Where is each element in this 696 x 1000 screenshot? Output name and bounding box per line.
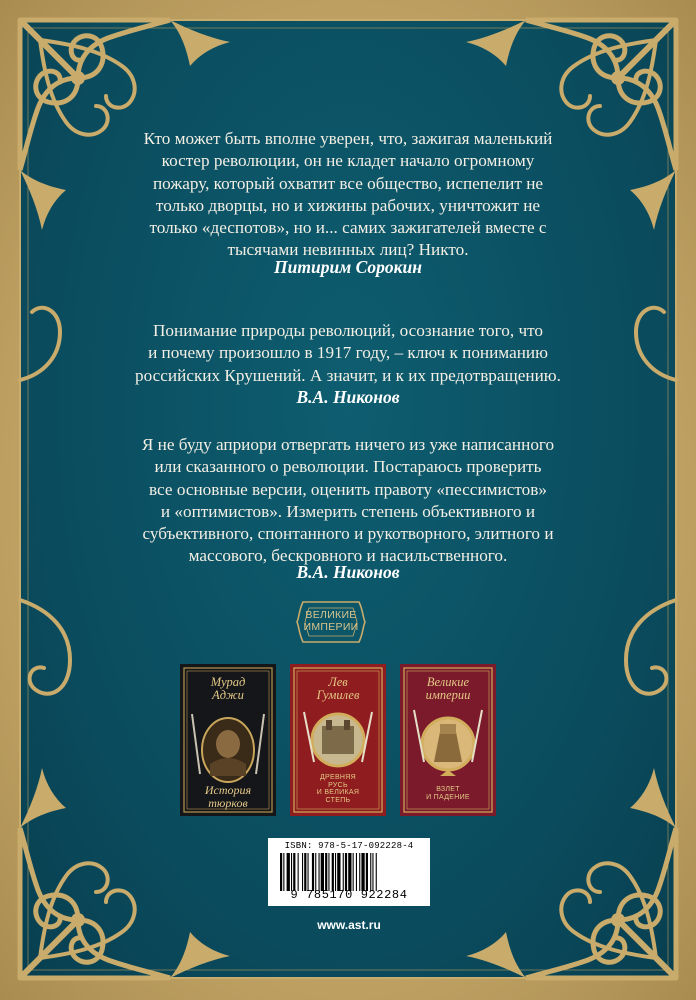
quote-sorokin: Кто может быть вполне уверен, что, зажигая маленький костер революции, он не кладет начало огромному пожару, который охватит все общество, испепелит не только дворцы, но и хижины рабочих, уничтожит не только «деспотов», но и... самих зажигателей вместе с тысячами невинных лиц? Никто.	[143, 129, 553, 260]
book-cover-rus[interactable]	[290, 664, 386, 816]
author-nikonov-1: В.А. Никонов	[296, 387, 400, 407]
quote-nikonov-2: Я не буду априори отвергать ничего из уже написанного или сказанного о революции. Постараюсь проверить все основные версии, оценить правоту «пессимистов» и «оптимистов». Измерить степень объективного и субъективного, спонтанного и рукотворного, элитного и массового, бескровного и насильственного.	[141, 435, 555, 566]
author-nikonov-2: В.А. Никонов	[296, 562, 400, 582]
barcode-bars	[280, 853, 418, 891]
quote-nikonov-1: Понимание природы революций, осознание того, что и почему произошло в 1917 году, – ключ к пониманию российских Крушений. А значит, и к их предотвращению.	[135, 321, 561, 385]
book-title: ДРЕВНЯЯ РУСЬ И ВЕЛИКАЯ СТЕПЬ	[316, 774, 360, 804]
book-cover-empires[interactable]	[400, 664, 496, 816]
barcode	[268, 838, 430, 906]
book-title: ВЗЛЕТ И ПАДЕНИЕ	[426, 786, 470, 801]
isbn-label: ISBN: 978-5-17-092228-4	[284, 841, 414, 851]
book-author: Мурад Аджи	[210, 675, 246, 702]
book-title: История тюрков	[204, 783, 252, 810]
book-author: Лев Гумилев	[316, 675, 360, 702]
book-series: Великие империи	[425, 675, 471, 702]
series-label: ВЕЛИКИЕ ИМПЕРИИ	[303, 609, 359, 633]
publisher-url[interactable]: www.ast.ru	[317, 918, 381, 932]
barcode-digits: 9 785170 922284	[290, 888, 408, 902]
book-cover-turkic[interactable]	[180, 664, 276, 816]
author-sorokin: Питирим Сорокин	[274, 257, 422, 277]
